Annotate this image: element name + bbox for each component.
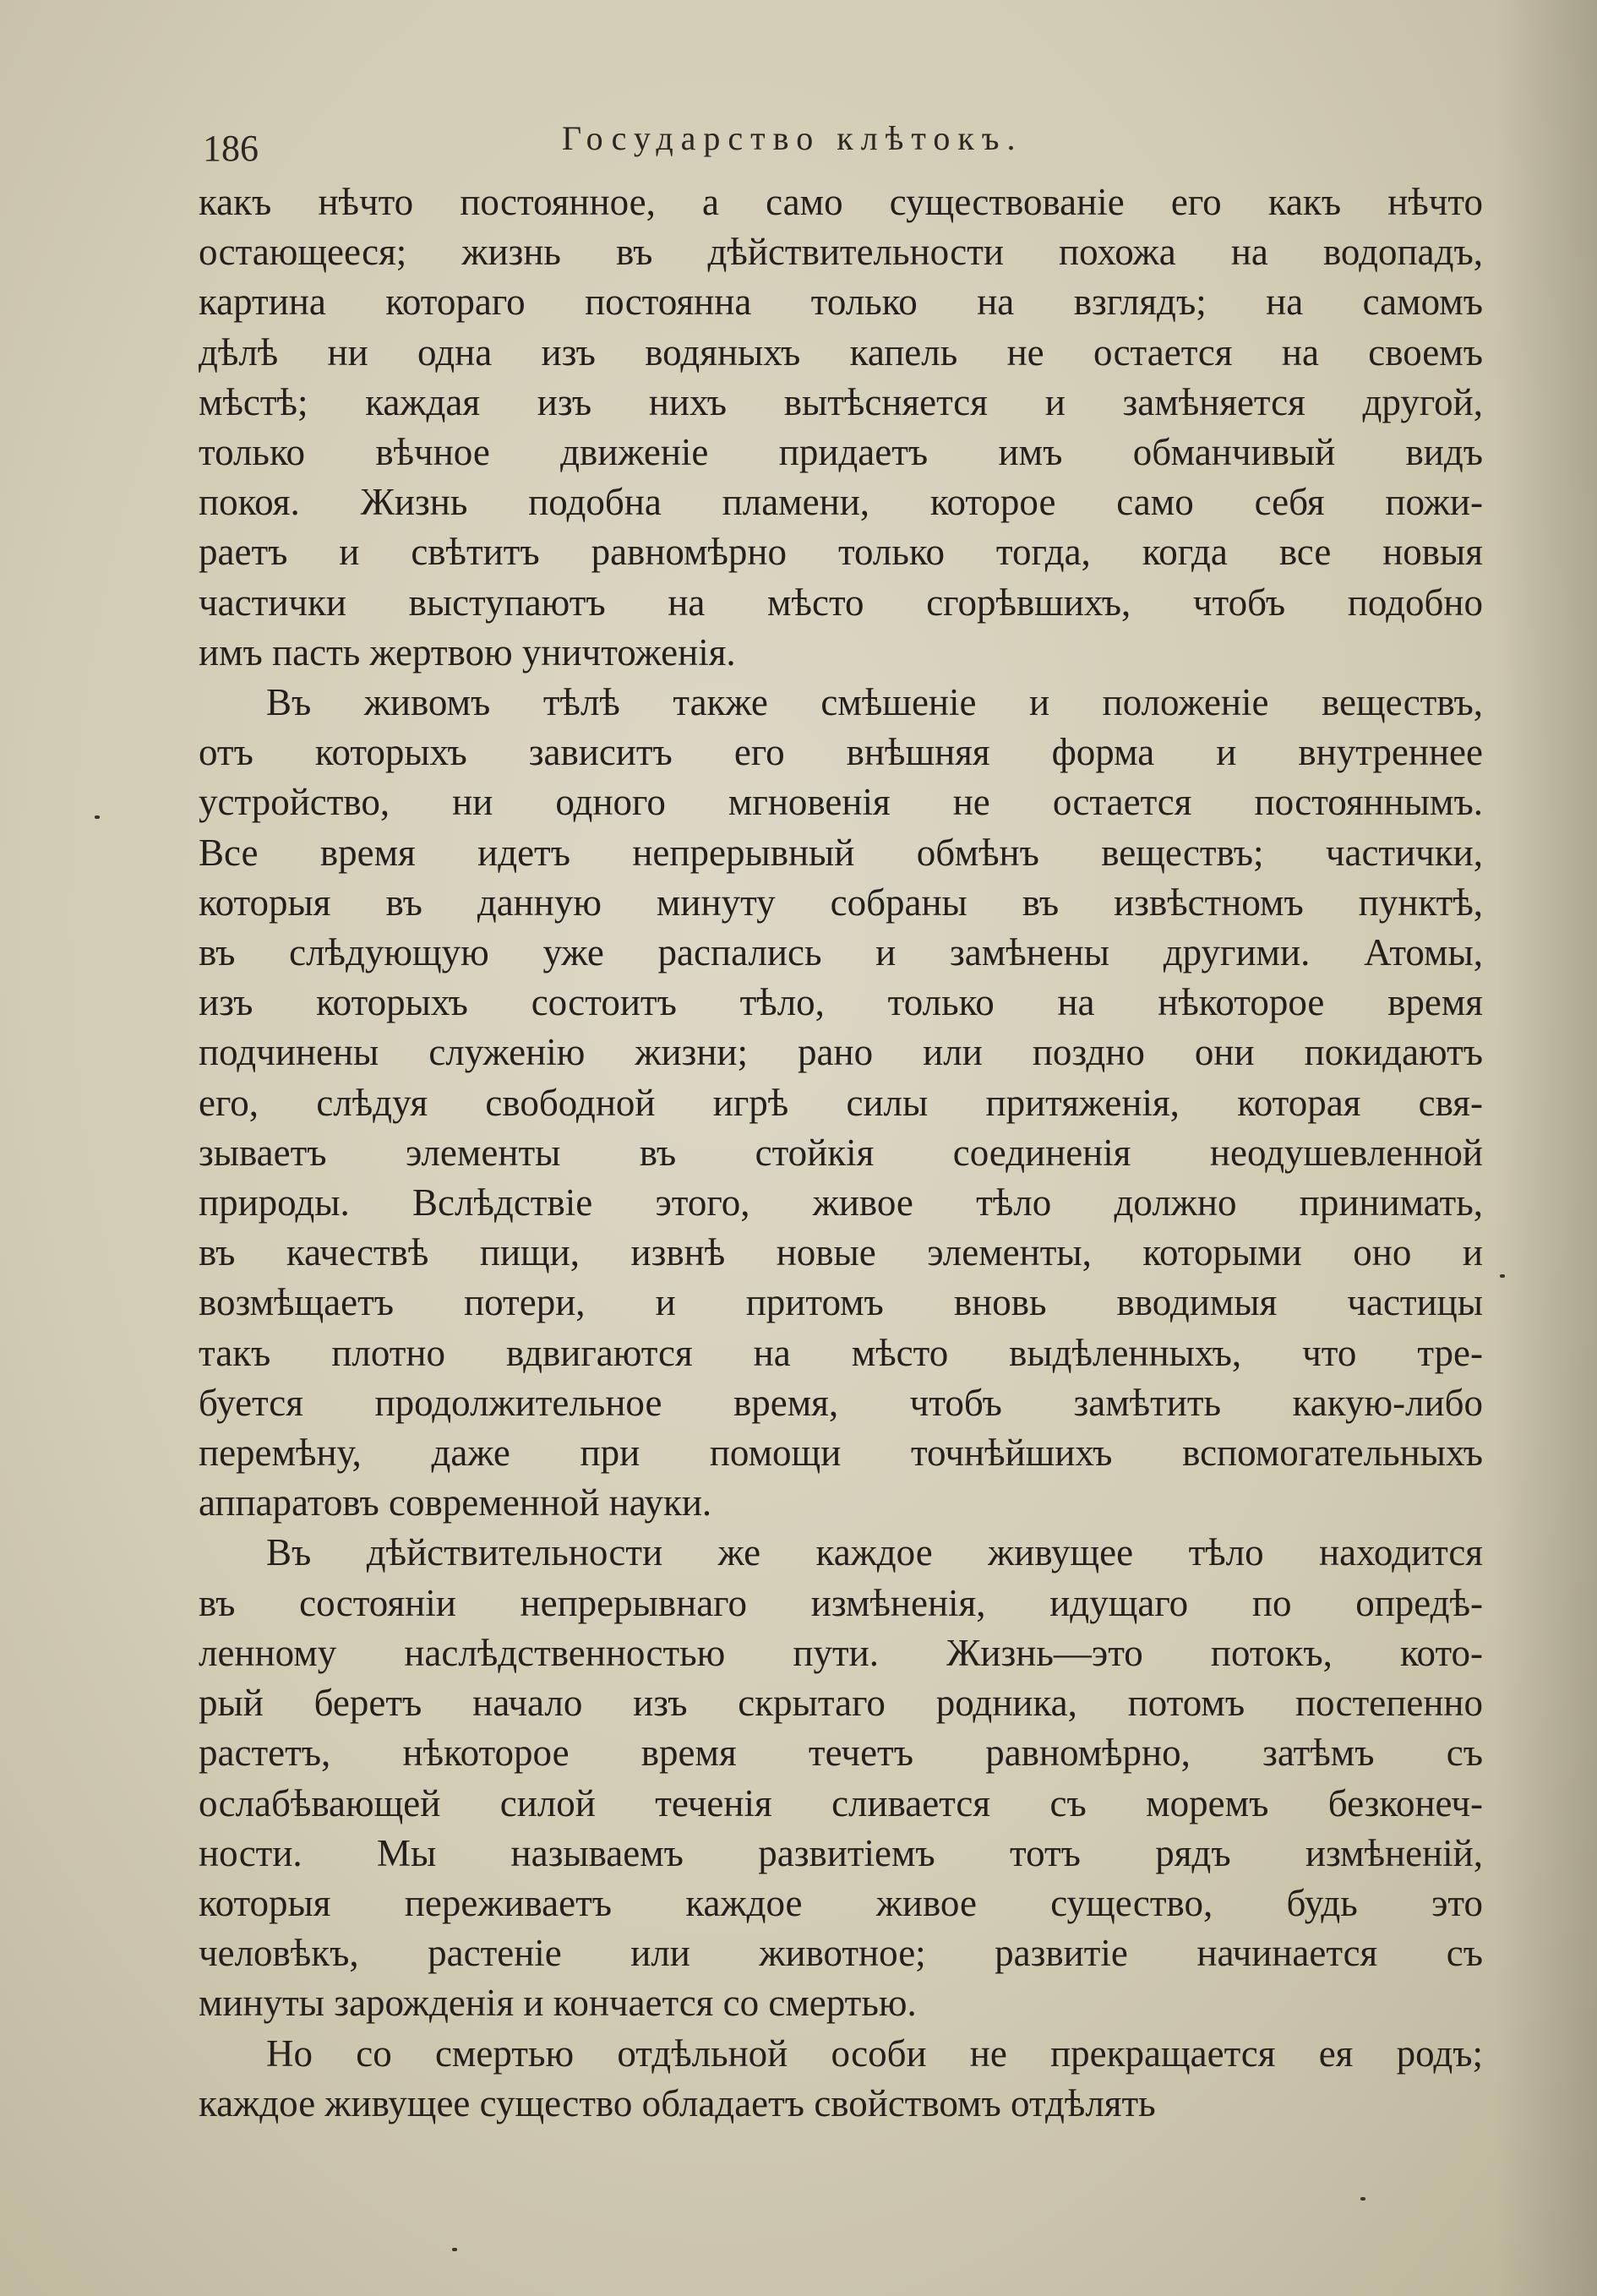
text-line: буется продолжительное время, чтобъ замѣтить какую-либо	[199, 1381, 1483, 1424]
text-line: которыя переживаетъ каждое живое существо, будь это	[199, 1881, 1483, 1924]
text-line: въ состояніи непрерывнаго измѣненія, идущаго по опредѣ-	[199, 1581, 1483, 1624]
print-speck	[1500, 1274, 1505, 1278]
text-line: только вѣчное движеніе придаетъ имъ обманчивый видъ	[199, 431, 1483, 474]
text-line: каждое живущее существо обладаетъ свойствомъ отдѣлять	[199, 2081, 1156, 2124]
text-line: устройство, ни одного мгновенія не остается постояннымъ.	[199, 781, 1483, 824]
text-line: картина котораго постоянна только на взглядъ; на самомъ	[199, 281, 1483, 324]
text-line: человѣкъ, растеніе или животное; развитіе начинается съ	[199, 1932, 1483, 1975]
text-line: Но со смертью отдѣльной особи не прекращается ея родъ;	[266, 2031, 1483, 2075]
text-line: имъ пасть жертвою уничтоженія.	[199, 630, 736, 674]
text-line: рый беретъ начало изъ скрытаго родника, потомъ постепенно	[199, 1682, 1483, 1725]
page-header	[0, 110, 1597, 177]
paragraph	[199, 1528, 1483, 2028]
text-line: возмѣщаетъ потери, и притомъ вновь вводимыя частицы	[199, 1281, 1483, 1324]
text-line: аппаратовъ современной науки.	[199, 1481, 712, 1524]
paragraph	[199, 2029, 1483, 2129]
text-line: изъ которыхъ состоитъ тѣло, только на нѣкоторое время	[199, 981, 1483, 1024]
text-line: остающееся; жизнь въ дѣйствительности похожа на водопадъ,	[199, 231, 1483, 274]
text-line: его, слѣдуя свободной игрѣ силы притяженія, которая свя-	[199, 1081, 1483, 1124]
text-line: частички выступаютъ на мѣсто сгорѣвшихъ, чтобъ подобно	[199, 581, 1483, 624]
print-speck	[452, 2248, 457, 2251]
text-line: въ качествѣ пищи, извнѣ новые элементы, которыми оно и	[199, 1231, 1483, 1274]
text-line: растетъ, нѣкоторое время течетъ равномѣрно, затѣмъ съ	[199, 1732, 1483, 1775]
body-text	[199, 177, 1483, 2129]
paragraph	[199, 177, 1483, 678]
text-line: раетъ и свѣтитъ равномѣрно только тогда, когда все новыя	[199, 531, 1483, 574]
text-line: дѣлѣ ни одна изъ водяныхъ капель не остается на своемъ	[199, 330, 1483, 374]
text-line: которыя въ данную минуту собраны въ извѣстномъ пунктѣ,	[199, 881, 1483, 924]
text-line: ослабѣвающей силой теченія сливается съ моремъ безконеч-	[199, 1781, 1483, 1824]
text-line: подчинены служенію жизни; рано или поздно они покидаютъ	[199, 1031, 1483, 1074]
text-line: какъ нѣчто постоянное, а само существованіе его какъ нѣчто	[199, 181, 1483, 223]
paragraph	[199, 678, 1483, 1528]
text-line: перемѣну, даже при помощи точнѣйшихъ вспомогательныхъ	[199, 1432, 1483, 1475]
running-title: Государство клѣтокъ.	[562, 119, 1023, 157]
text-line: минуты зарожденія и кончается со смертью.	[199, 1982, 917, 2025]
print-speck	[95, 815, 100, 819]
text-line: Все время идетъ непрерывный обмѣнъ веществъ; частички,	[199, 831, 1483, 874]
text-line: ленному наслѣдственностью пути. Жизнь—это потокъ, кото-	[199, 1631, 1483, 1674]
text-line: въ слѣдующую уже распались и замѣнены другими. Атомы,	[199, 931, 1483, 974]
text-line: Въ живомъ тѣлѣ также смѣшеніе и положеніе веществъ,	[266, 681, 1483, 724]
text-line: отъ которыхъ зависитъ его внѣшняя форма и внутреннее	[199, 731, 1483, 774]
text-line: Въ дѣйствительности же каждое живущее тѣло находится	[266, 1531, 1483, 1574]
text-line: покоя. Жизнь подобна пламени, которое само себя пожи-	[199, 481, 1483, 524]
text-line: такъ плотно вдвигаются на мѣсто выдѣленныхъ, что тре-	[199, 1331, 1483, 1374]
text-line: зываетъ элементы въ стойкія соединенія неодушевленной	[199, 1131, 1483, 1174]
text-line: мѣстѣ; каждая изъ нихъ вытѣсняется и замѣняется другой,	[199, 380, 1483, 423]
page-edge-shadow	[1496, 0, 1597, 2296]
text-line: ности. Мы называемъ развитіемъ тотъ рядъ измѣненій,	[199, 1831, 1483, 1874]
print-speck	[1360, 2197, 1365, 2201]
text-line: природы. Вслѣдствіе этого, живое тѣло должно принимать,	[199, 1181, 1483, 1224]
page-number: 186	[203, 128, 259, 169]
